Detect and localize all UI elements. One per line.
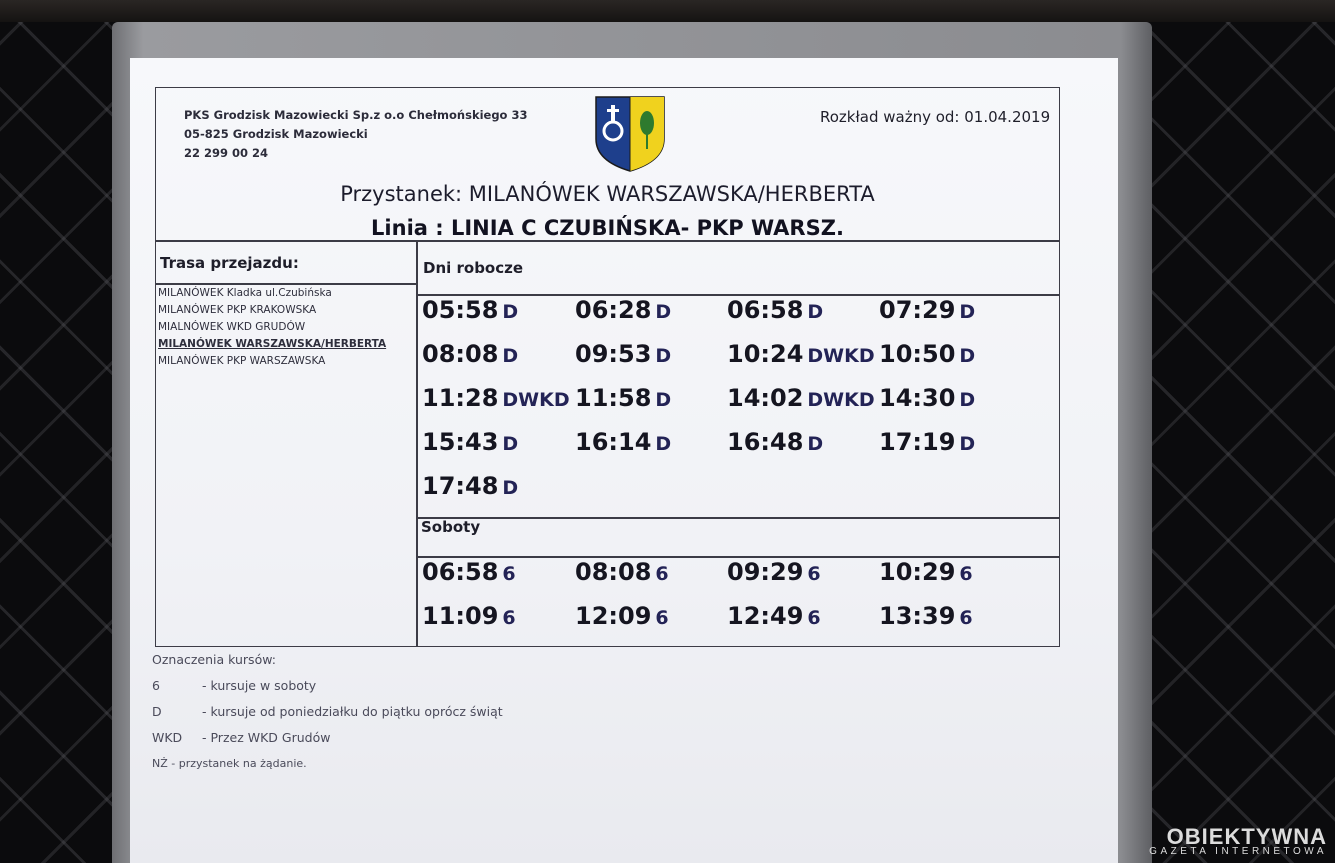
- weekday-departure: [422, 340, 518, 368]
- saturday-departure: [727, 558, 821, 586]
- weekday-departure: [422, 428, 518, 456]
- departure-time: 11:58: [575, 384, 652, 412]
- departure-time: 07:29: [879, 296, 956, 324]
- departure-mark: D: [959, 389, 976, 411]
- departure-mark: D: [655, 389, 672, 411]
- departure-time: 09:53: [575, 340, 652, 368]
- departure-time: 12:09: [575, 602, 652, 630]
- departure-mark: D: [502, 477, 519, 499]
- departure-mark: D: [502, 301, 519, 323]
- legend-item: [152, 673, 317, 699]
- saturday-departure: [575, 602, 669, 630]
- departure-time: 12:49: [727, 602, 804, 630]
- header-divider: [155, 240, 1060, 242]
- departure-mark: 6: [502, 607, 516, 629]
- departure-mark: 6: [959, 607, 973, 629]
- departure-mark: 6: [807, 563, 821, 585]
- departure-mark: D: [959, 433, 976, 455]
- weekday-departure: [879, 340, 975, 368]
- legend-code: 6: [152, 678, 160, 693]
- weekday-departure: [727, 428, 823, 456]
- departure-mark: 6: [807, 607, 821, 629]
- departure-mark: DWKD: [502, 389, 570, 411]
- legend: [152, 647, 503, 777]
- departure-mark: D: [655, 345, 672, 367]
- departure-mark: 6: [655, 607, 669, 629]
- line-name: Linia : LINIA C CZUBIŃSKA- PKP WARSZ.: [371, 216, 844, 240]
- departure-mark: D: [502, 345, 519, 367]
- departure-time: 16:14: [575, 428, 652, 456]
- departure-time: 10:50: [879, 340, 956, 368]
- departure-mark: 6: [959, 563, 973, 585]
- departure-time: 06:28: [575, 296, 652, 324]
- route-column-divider: [416, 240, 418, 647]
- publisher-watermark: [1149, 824, 1327, 857]
- route-stop-current: MILANÓWEK WARSZAWSKA/HERBERTA: [158, 338, 387, 350]
- route-stop: MIALNÓWEK WKD GRUDÓW: [158, 321, 306, 333]
- watermark-title: OBIEKTYWNA: [1166, 824, 1327, 849]
- company-info: [184, 106, 527, 163]
- saturday-departure: [727, 602, 821, 630]
- weekday-departure: [727, 296, 823, 324]
- departure-mark: 6: [502, 563, 516, 585]
- route-stop: MILANÓWEK PKP KRAKOWSKA: [158, 304, 317, 316]
- departure-time: 09:29: [727, 558, 804, 586]
- weekday-departure: [575, 384, 671, 412]
- departure-time: 11:09: [422, 602, 499, 630]
- weekday-departure: [575, 428, 671, 456]
- weekday-departure: [422, 296, 518, 324]
- departure-mark: D: [655, 433, 672, 455]
- route-title: Trasa przejazdu:: [160, 254, 299, 272]
- departure-mark: 6: [655, 563, 669, 585]
- departure-mark: D: [807, 301, 824, 323]
- departure-time: 11:28: [422, 384, 499, 412]
- departure-mark: D: [959, 301, 976, 323]
- departure-time: 08:08: [422, 340, 499, 368]
- weekday-departure: [879, 296, 975, 324]
- route-stop: MILANÓWEK Kladka ul.Czubińska: [158, 287, 332, 299]
- departure-time: 15:43: [422, 428, 499, 456]
- route-stop: MILANÓWEK PKP WARSZAWSKA: [158, 355, 326, 367]
- departure-time: 14:02: [727, 384, 804, 412]
- saturdays-label: Soboty: [421, 518, 481, 536]
- departure-mark: D: [502, 433, 519, 455]
- departure-time: 17:19: [879, 428, 956, 456]
- legend-item: [152, 699, 503, 725]
- legend-title: Oznaczenia kursów:: [152, 652, 276, 667]
- saturday-departure: [879, 558, 973, 586]
- saturday-departure: [422, 558, 516, 586]
- weekday-departure: [422, 472, 518, 500]
- watermark-subtitle: GAZETA INTERNETOWA: [1149, 846, 1327, 857]
- departure-time: 14:30: [879, 384, 956, 412]
- departure-mark: D: [807, 433, 824, 455]
- saturday-departure: [422, 602, 516, 630]
- departure-time: 08:08: [575, 558, 652, 586]
- departure-time: 10:24: [727, 340, 804, 368]
- departure-time: 16:48: [727, 428, 804, 456]
- departure-time: 06:58: [422, 558, 499, 586]
- departure-mark: D: [959, 345, 976, 367]
- valid-from-date: Rozkład ważny od: 01.04.2019: [820, 108, 1051, 126]
- legend-desc: - kursuje w soboty: [202, 678, 317, 693]
- weekday-departure: [422, 384, 570, 412]
- legend-note: NŻ - przystanek na żądanie.: [152, 757, 307, 770]
- legend-code: D: [152, 704, 162, 719]
- coat-of-arms-icon: [594, 95, 666, 173]
- legend-item: [152, 725, 331, 751]
- departure-time: 17:48: [422, 472, 499, 500]
- saturday-departure: [575, 558, 669, 586]
- company-phone: 22 299 00 24: [184, 146, 269, 160]
- top-edge-strip: [0, 0, 1335, 22]
- weekday-departure: [879, 428, 975, 456]
- stop-name: Przystanek: MILANÓWEK WARSZAWSKA/HERBERTA: [340, 182, 875, 206]
- weekday-departure: [575, 340, 671, 368]
- saturday-departure: [879, 602, 973, 630]
- legend-desc: - kursuje od poniedziałku do piątku oprócz świąt: [202, 704, 503, 719]
- company-city: 05-825 Grodzisk Mazowiecki: [184, 127, 368, 141]
- weekday-departure: [879, 384, 975, 412]
- departure-mark: DWKD: [807, 345, 875, 367]
- departure-time: 13:39: [879, 602, 956, 630]
- weekday-section-divider: [416, 517, 1060, 519]
- departure-time: 06:58: [727, 296, 804, 324]
- weekdays-label: Dni robocze: [423, 259, 524, 277]
- weekday-departure: [727, 384, 875, 412]
- weekday-departure: [575, 296, 671, 324]
- route-stop-list: [158, 285, 386, 370]
- departure-time: 10:29: [879, 558, 956, 586]
- company-address: PKS Grodzisk Mazowiecki Sp.z o.o Chełmońskiego 33: [184, 108, 528, 122]
- departure-time: 05:58: [422, 296, 499, 324]
- legend-code: WKD: [152, 730, 183, 745]
- legend-desc: - Przez WKD Grudów: [202, 730, 331, 745]
- weekday-departure: [727, 340, 875, 368]
- departure-mark: D: [655, 301, 672, 323]
- departure-mark: DWKD: [807, 389, 875, 411]
